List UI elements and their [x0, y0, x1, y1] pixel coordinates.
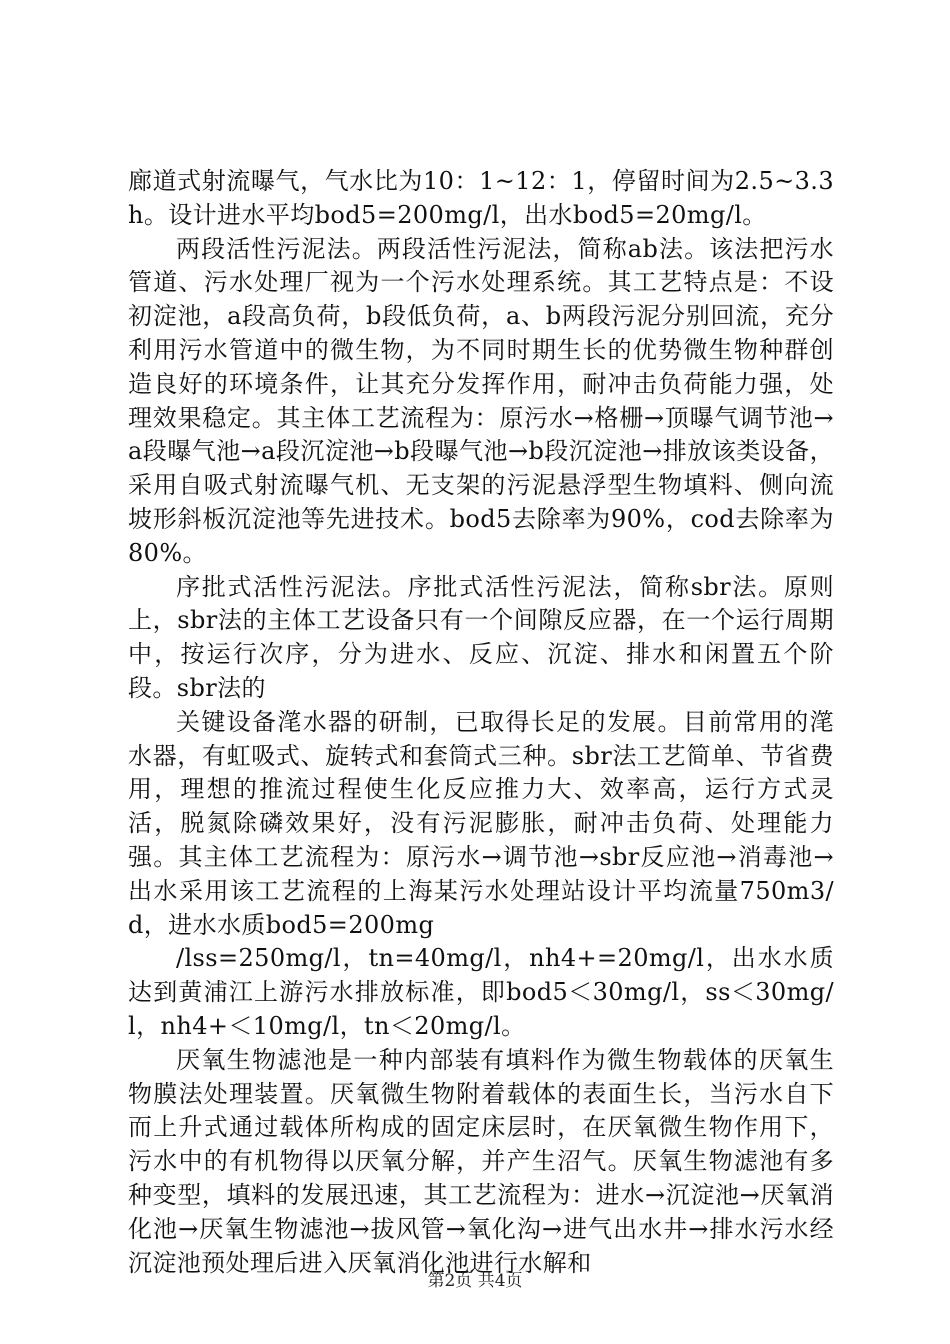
paragraph-aeration-continuation: 廊道式射流曝气，气水比为10：1~12：1，停留时间为2.5~3.3h。设计进水平均bod5=200mg/l，出水bod5=20mg/l。: [128, 167, 834, 229]
paragraph-ab-process: 两段活性污泥法。两段活性污泥法，简称ab法。该法把污水管道、污水处理厂视为一个污水处理系统。其工艺特点是：不设初淀池，a段高负荷，b段低负荷，a、b两段污泥分别回流，充分利用污水管道中的微生物，为不同时期生长的优势微生物种群创造良好的环境条件，让其充分发挥作用，耐冲击负荷能力强，处理效果稳定。其主体工艺流程为：原污水→格栅→顶曝气调节池→a段曝气池→a段沉淀池→b段曝气池→b段沉淀池→排放该类设备，采用自吸式射流曝气机、无支架的污泥悬浮型生物填料、侧向流坡形斜板沉淀池等先进技术。bod5去除率为90%，cod去除率为80%。: [128, 234, 834, 567]
paragraph-anaerobic-filter: 厌氧生物滤池是一种内部装有填料作为微生物载体的厌氧生物膜法处理装置。厌氧微生物附着载体的表面生长，当污水自下而上升式通过载体所构成的固定床层时，在厌氧微生物作用下，污水中的有机物得以厌氧分解，并产生沼气。厌氧生物滤池有多种变型，填料的发展迅速，其工艺流程为：进水→沉淀池→厌氧消化池→厌氧生物滤池→拔风管→氧化沟→进气出水井→排水污水经沉淀池预处理后进入厌氧消化池进行水解和: [128, 1045, 834, 1277]
document-body: [128, 165, 834, 1280]
paragraph-sbr-process: 序批式活性污泥法。序批式活性污泥法，简称sbr法。原则上，sbr法的主体工艺设备只有一个间隙反应器，在一个运行周期中，按运行次序，分为进水、反应、沉淀、排水和闲置五个阶段。sbr法的: [128, 572, 834, 702]
paragraph-effluent-quality: /lss=250mg/l，tn=40mg/l，nh4+=20mg/l，出水水质达到黄浦江上游污水排放标准，即bod5＜30mg/l，ss＜30mg/l，nh4+＜10mg/l，tn＜20mg/l。: [128, 944, 834, 1040]
page-number-footer: 第2页 共4页: [427, 1271, 523, 1291]
paragraph-sbr-decanter: 关键设备滗水器的研制，已取得长足的发展。目前常用的滗水器，有虹吸式、旋转式和套筒式三种。sbr法工艺简单、节省费用，理想的推流过程使生化反应推力大、效率高，运行方式灵活，脱氮除磷效果好，没有污泥膨胀，耐冲击负荷、处理能力强。其主体工艺流程为：原污水→调节池→sbr反应池→消毒池→出水采用该工艺流程的上海某污水处理站设计平均流量750m3/d，进水水质bod5=200mg: [128, 707, 834, 939]
